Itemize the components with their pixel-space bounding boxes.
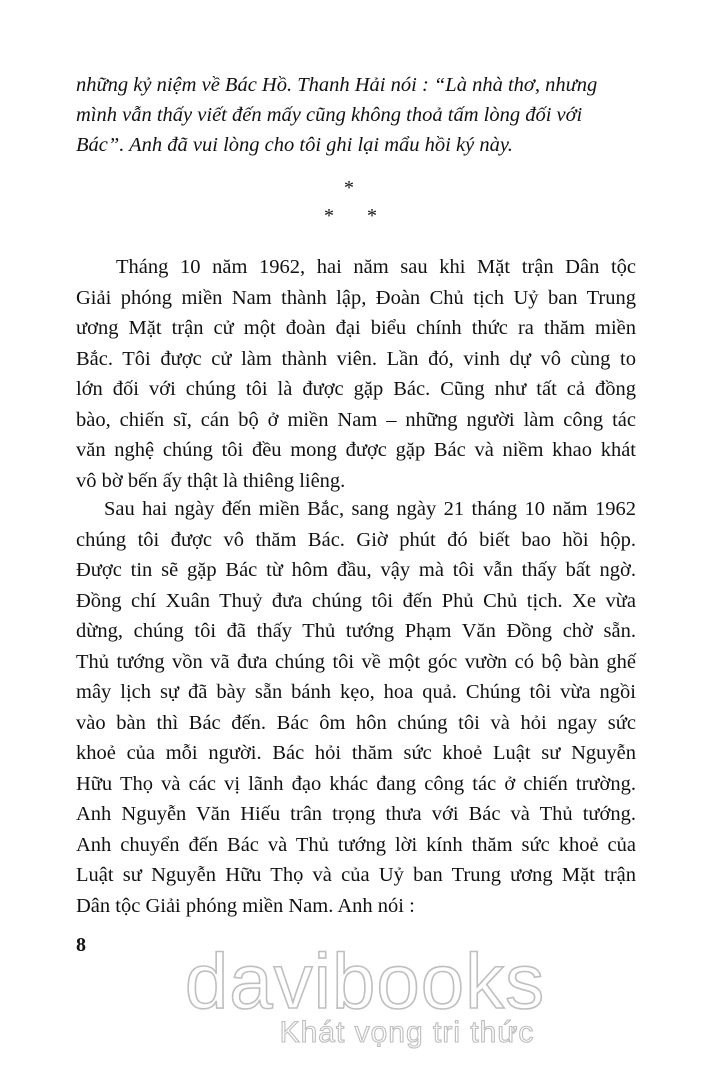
paragraph-line: ương Mặt trận cử một đoàn đại biểu chính thức ra thăm miền <box>76 317 636 339</box>
paragraph-1 <box>76 252 636 496</box>
paragraph-line: Hữu Thọ và các vị lãnh đạo khác đang công tác ở chiến trường. <box>76 772 636 795</box>
paragraph-line: Anh chuyển đến Bác và Thủ tướng lời kính thăm sức khoẻ của <box>76 833 636 856</box>
paragraph-line: văn nghệ chúng tôi đều mong được gặp Bác và niềm khao khát <box>76 439 636 461</box>
paragraph-line: chúng tôi được vô thăm Bác. Giờ phút đó biết bao hồi hộp. <box>76 528 636 551</box>
paragraph-line: Dân tộc Giải phóng miền Nam. Anh nói : <box>76 894 415 917</box>
paragraph-line: Luật sư Nguyễn Hữu Thọ và của Uỷ ban Trung ương Mặt trận <box>76 864 636 886</box>
page-number: 8 <box>76 934 86 956</box>
paragraph-line: khoẻ của mỗi người. Bác hỏi thăm sức khoẻ Luật sư Nguyễn <box>76 742 636 764</box>
paragraph-line: Anh Nguyễn Văn Hiếu trân trọng thưa với Bác và Thủ tướng. <box>76 803 636 825</box>
intro-line: Bác”. Anh đã vui lòng cho tôi ghi lại mẩu hồi ký này. <box>76 134 513 156</box>
paragraph-2 <box>76 494 636 921</box>
paragraph-line: vô bờ bến ấy thật là thiêng liêng. <box>76 469 346 492</box>
watermark-brand: davibooks <box>184 937 546 1025</box>
paragraph-line: bào, chiến sĩ, cán bộ ở miền Nam – những người làm công tác <box>76 408 636 431</box>
paragraph-line: vào bàn thì Bác đến. Bác ôm hôn chúng tôi và hỏi ngay sức <box>76 711 636 734</box>
paragraph-line: Thủ tướng vồn vã đưa chúng tôi về một góc vườn có bộ bàn ghế <box>76 650 636 673</box>
intro-italic-paragraph <box>76 70 636 160</box>
paragraph-line: lớn đối với chúng tôi là được gặp Bác. Cũng như tất cả đồng <box>76 378 636 400</box>
paragraph-line: Đồng chí Xuân Thuỷ đưa chúng tôi đến Phủ Chủ tịch. Xe vừa <box>76 589 636 612</box>
intro-line: mình vẫn thấy viết đến mấy cũng không thoả tấm lòng đối với <box>76 104 583 126</box>
paragraph-line: Bắc. Tôi được cử làm thành viên. Lần đó, vinh dự vô cùng to <box>76 347 636 370</box>
separator-star: * <box>344 177 354 199</box>
watermark-tagline: Khát vọng tri thức <box>279 1016 535 1049</box>
paragraph-line: dừng, chúng tôi đã thấy Thủ tướng Phạm Văn Đồng chờ sẵn. <box>76 620 636 642</box>
paragraph-line: Tháng 10 năm 1962, hai năm sau khi Mặt trận Dân tộc <box>116 256 636 278</box>
paragraph-line: Sau hai ngày đến miền Bắc, sang ngày 21 tháng 10 năm 1962 <box>104 498 636 520</box>
paragraph-line: Được tin sẽ gặp Bác từ hôm đầu, vậy mà tôi vẫn thấy bất ngờ. <box>76 559 636 581</box>
separator-star: * <box>324 205 334 227</box>
separator-star: * <box>367 205 377 227</box>
intro-line: những kỷ niệm về Bác Hồ. Thanh Hải nói : “Là nhà thơ, nhưng <box>76 74 598 96</box>
paragraph-line: Giải phóng miền Nam thành lập, Đoàn Chủ tịch Uỷ ban Trung <box>76 286 636 309</box>
paragraph-line: mây lịch sự đã bày sẵn bánh kẹo, hoa quả. Chúng tôi vừa ngồi <box>76 681 636 703</box>
